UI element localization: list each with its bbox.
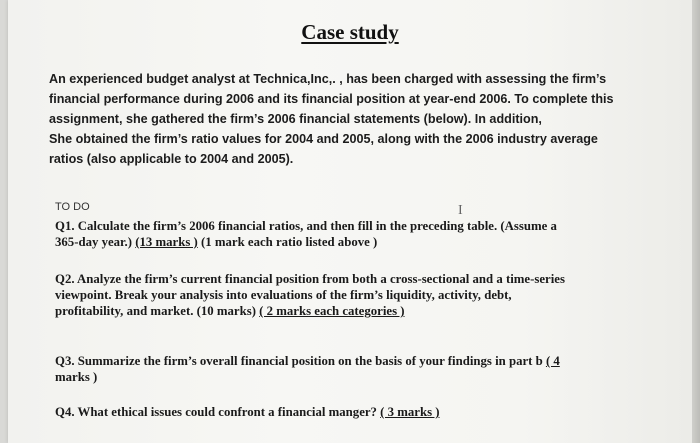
document-title: Case study: [301, 20, 399, 44]
question-2-text: profitability, and market. (10 marks): [55, 304, 260, 318]
todo-label: TO DO: [55, 201, 90, 213]
question-2: [55, 271, 655, 319]
question-1-line: [55, 234, 655, 250]
text-cursor-icon: I: [458, 203, 463, 218]
intro-line: assignment, she gathered the firm’s 2006 financial statements (below). In addition,: [49, 112, 542, 126]
intro-paragraph: [49, 69, 649, 169]
question-1-line: Q1. Calculate the firm’s 2006 financial ratios, and then fill in the preceding table. (Assume a: [55, 219, 557, 233]
question-2-line: viewpoint. Break your analysis into evaluations of the firm’s liquidity, activity, debt,: [55, 288, 512, 302]
intro-line: An experienced budget analyst at Technica,Inc,. , has been charged with assessing the firm’s: [49, 72, 607, 86]
question-1: [55, 218, 655, 250]
question-3: [55, 353, 655, 385]
question-3-line: marks ): [55, 370, 98, 384]
question-4-marks: ( 3 marks ): [380, 405, 440, 419]
question-3-line: [55, 353, 655, 369]
question-3-marks: ( 4: [545, 354, 560, 368]
intro-line: ratios (also applicable to 2004 and 2005).: [49, 152, 294, 166]
page-edge: [692, 0, 700, 443]
question-1-note: (1 mark each ratio listed above ): [197, 235, 378, 249]
question-1-marks: (13 marks ): [135, 235, 198, 249]
question-2-marks: ( 2 marks each categories ): [259, 304, 405, 318]
question-1-text: 365-day year.): [55, 235, 136, 249]
question-4-line: [55, 404, 655, 420]
question-4-text: Q4. What ethical issues could confront a financial manger?: [55, 405, 381, 419]
intro-line: financial performance during 2006 and its financial position at year-end 2006. To complete this: [49, 92, 614, 106]
question-3-text: Q3. Summarize the firm’s overall financial position on the basis of your findings in part b: [55, 354, 546, 368]
intro-line: She obtained the firm’s ratio values for 2004 and 2005, along with the 2006 industry average: [49, 132, 598, 146]
question-2-line: [55, 303, 655, 319]
question-2-line: Q2. Analyze the firm’s current financial position from both a cross-sectional and a time-series: [55, 272, 565, 286]
question-4: [55, 404, 655, 420]
